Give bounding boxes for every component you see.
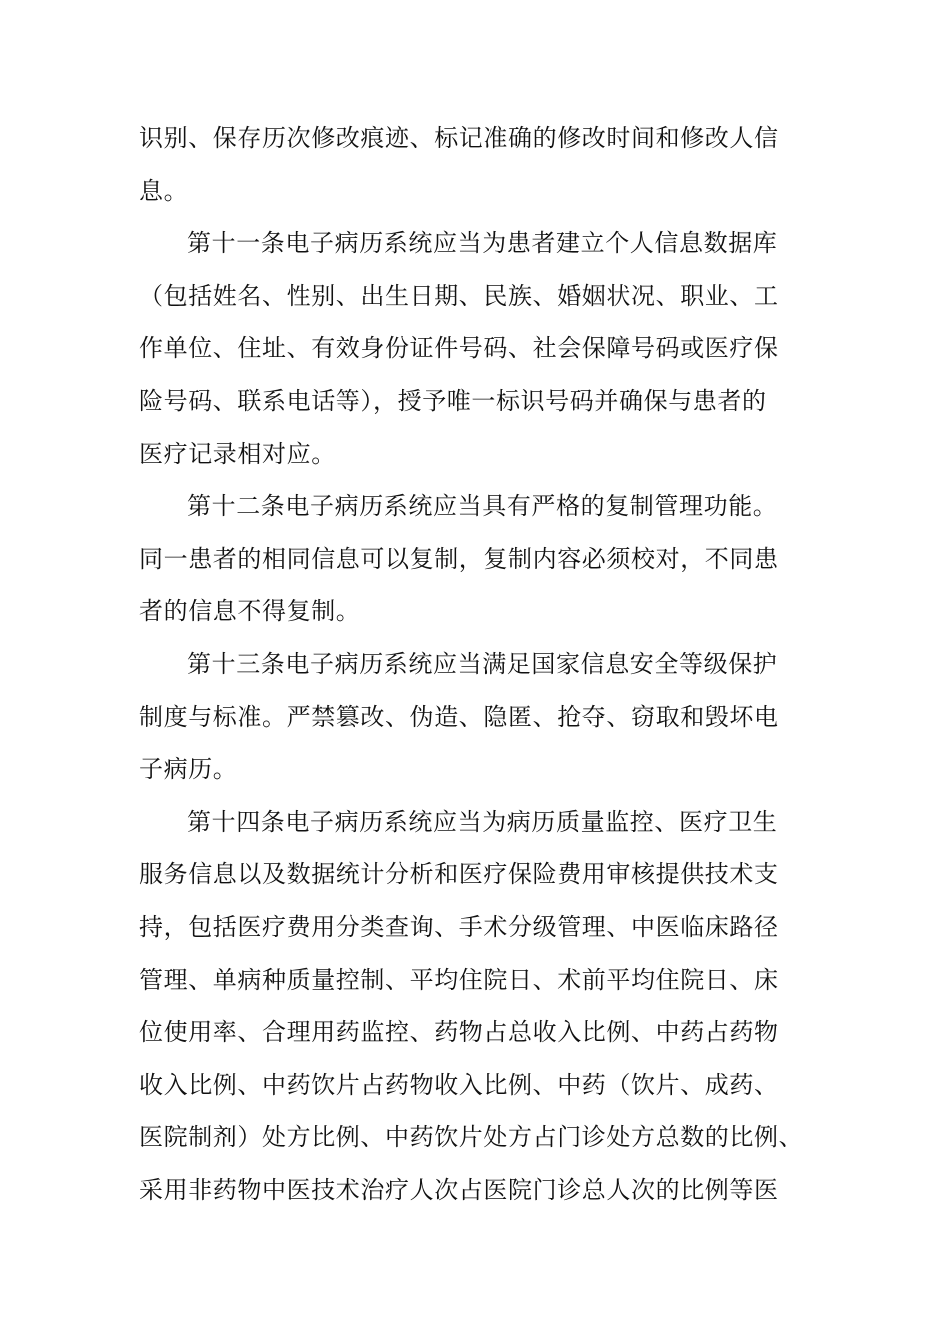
text-line: 医疗记录相对应。	[139, 439, 336, 468]
article-14-first-line: 第十四条电子病历系统应当为病历质量监控、医疗卫生	[187, 807, 778, 836]
article-13-first-line: 第十三条电子病历系统应当满足国家信息安全等级保护	[187, 649, 778, 678]
text-line: 息。	[139, 176, 189, 205]
text-line: 持，包括医疗费用分类查询、手术分级管理、中医临床路径	[139, 912, 779, 941]
text-line: 作单位、住址、有效身份证件号码、社会保障号码或医疗保	[139, 334, 779, 363]
text-line: 管理、单病种质量控制、平均住院日、术前平均住院日、床	[139, 965, 779, 994]
text-line: 险号码、联系电话等），授予唯一标识号码并确保与患者的	[139, 386, 767, 415]
article-11-first-line: 第十一条电子病历系统应当为患者建立个人信息数据库	[187, 229, 778, 258]
text-line: 子病历。	[139, 755, 238, 784]
text-line: 服务信息以及数据统计分析和医疗保险费用审核提供技术支	[139, 860, 779, 889]
text-line: 医院制剂）处方比例、中药饮片处方占门诊处方总数的比例、	[139, 1123, 804, 1152]
text-line: 同一患者的相同信息可以复制，复制内容必须校对，不同患	[139, 544, 779, 573]
text-line: 者的信息不得复制。	[139, 597, 361, 626]
text-line: （包括姓名、性别、出生日期、民族、婚姻状况、职业、工	[139, 281, 779, 310]
text-line: 位使用率、合理用药监控、药物占总收入比例、中药占药物	[139, 1018, 779, 1047]
document-body	[139, 112, 839, 1216]
text-line: 识别、保存历次修改痕迹、标记准确的修改时间和修改人信	[139, 124, 779, 152]
text-line: 采用非药物中医技术治疗人次占医院门诊总人次的比例等医	[139, 1175, 779, 1204]
article-12-first-line: 第十二条电子病历系统应当具有严格的复制管理功能。	[187, 492, 778, 521]
text-line: 制度与标准。严禁篡改、伪造、隐匿、抢夺、窃取和毁坏电	[139, 702, 779, 731]
text-line: 收入比例、中药饮片占药物收入比例、中药（饮片、成药、	[139, 1070, 779, 1099]
